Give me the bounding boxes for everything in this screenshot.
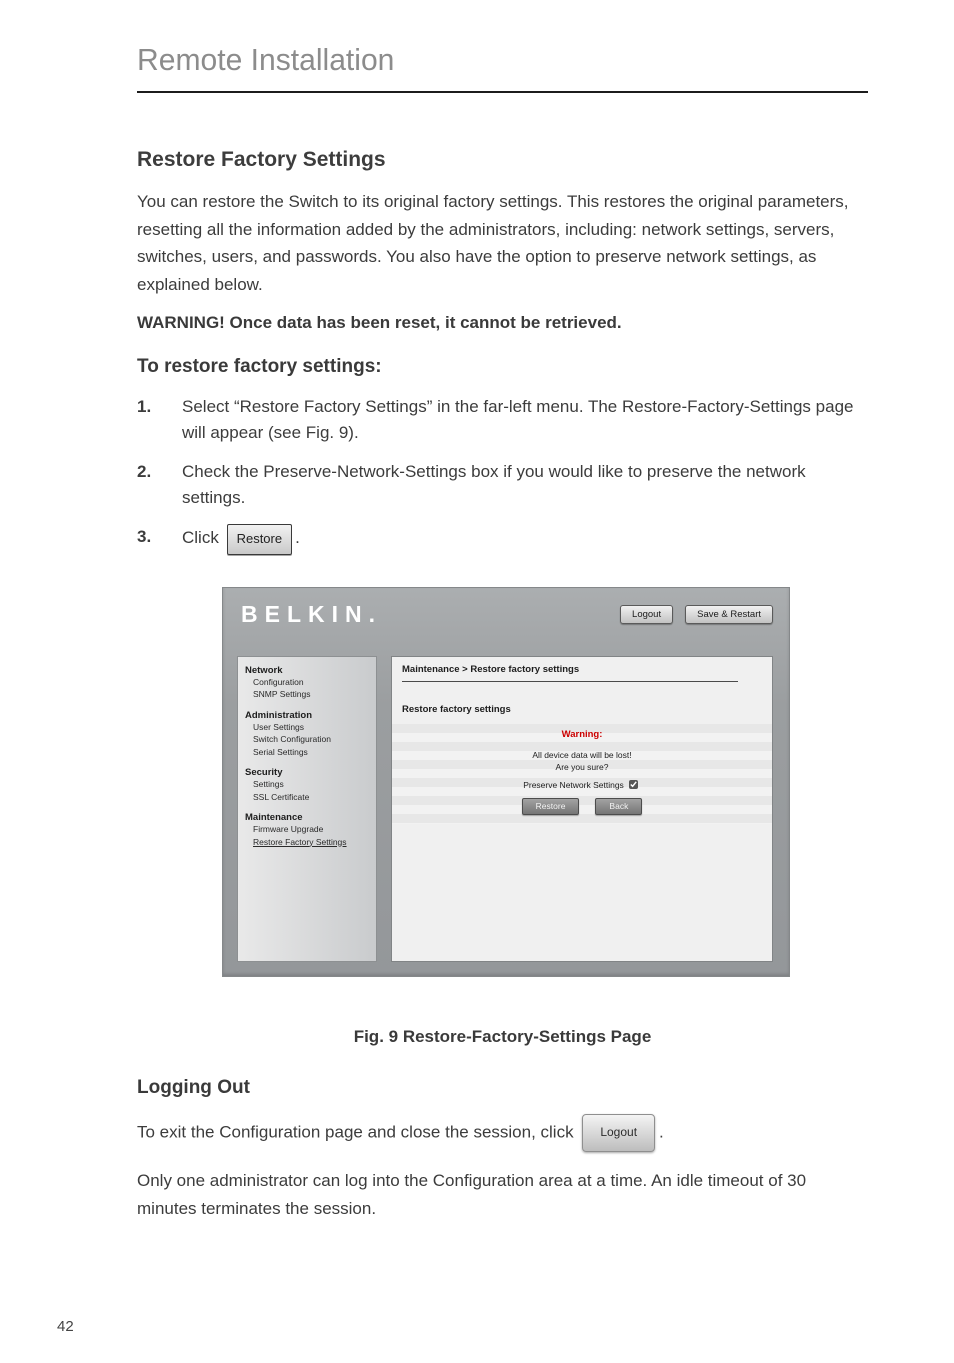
breadcrumb-rule — [402, 681, 738, 682]
page-title: Remote Installation — [137, 42, 395, 77]
session-timeout-paragraph: Only one administrator can log into the Configuration area at a time. An idle timeout of 30 minutes terminates the session. — [137, 1171, 807, 1218]
figure-caption: Fig. 9 Restore-Factory-Settings Page — [353, 1026, 652, 1046]
preserve-network-settings-checkbox[interactable] — [629, 780, 638, 789]
step-3-text-before: Click — [182, 528, 219, 547]
sidebar-section-network: Network — [245, 664, 283, 676]
step-1 — [137, 394, 868, 445]
preserve-network-settings-label: Preserve Network Settings — [523, 779, 624, 790]
belkin-logo — [241, 601, 375, 628]
shot-warning-line2: Are you sure? — [555, 761, 609, 772]
logout-text-after: . — [659, 1122, 664, 1142]
section-title-restore: Restore Factory Settings — [137, 148, 386, 171]
restore-button-illustration[interactable]: Restore — [227, 524, 293, 555]
shot-warning-label: Warning: — [561, 728, 603, 740]
steps-list — [137, 394, 868, 555]
logout-text-before: To exit the Configuration page and close the session, click — [137, 1122, 574, 1142]
breadcrumb: Maintenance > Restore factory settings — [402, 663, 580, 675]
belkin-logo-dot: . — [368, 600, 376, 627]
step-3 — [137, 524, 868, 555]
shot-logout-button[interactable]: Logout — [620, 605, 673, 624]
sidebar-item-serial-settings[interactable]: Serial Settings — [253, 746, 308, 757]
step-2-number: 2. — [137, 462, 152, 481]
sidebar-item-snmp-settings[interactable]: SNMP Settings — [253, 689, 311, 699]
sidebar-section-administration: Administration — [245, 709, 313, 721]
step-3-text — [182, 524, 868, 555]
sidebar-section-security: Security — [245, 767, 283, 778]
figure-screenshot-wrap — [222, 587, 868, 977]
sidebar-item-restore-factory-settings[interactable]: Restore Factory Settings — [253, 836, 347, 847]
panel-buttons-row — [392, 798, 772, 815]
shot-sidebar — [237, 656, 377, 962]
panel-restore-button[interactable]: Restore — [522, 798, 580, 815]
restore-intro-paragraph: You can restore the Switch to its original factory settings. This restores the original parameters, resetting all the information added by the administrators, including: network settings, servers, switches, users, and passwords. You also have the option to preserve network settings, as explained below. — [137, 192, 849, 294]
sidebar-item-firmware-upgrade[interactable]: Firmware Upgrade — [253, 824, 324, 834]
sidebar-item-settings[interactable]: Settings — [253, 779, 284, 789]
sidebar-item-configuration[interactable]: Configuration — [253, 676, 304, 687]
warning-block — [392, 724, 772, 824]
panel-title: Restore factory settings — [402, 703, 511, 715]
shot-warning-line1: All device data will be lost! — [532, 749, 632, 760]
sidebar-item-user-settings[interactable]: User Settings — [253, 721, 305, 732]
step-2-text: Check the Preserve-Network-Settings box if you would like to preserve the network settings. — [182, 462, 806, 507]
title-rule — [137, 91, 868, 93]
step-1-number: 1. — [137, 397, 152, 416]
step-1-text: Select “Restore Factory Settings” in the far-left menu. The Restore-Factory-Settings page will appear (see Fig. 9). — [182, 397, 854, 442]
shot-main-panel — [391, 656, 773, 962]
warning-paragraph: WARNING! Once data has been reset, it cannot be retrieved. — [137, 313, 622, 332]
belkin-config-screenshot — [222, 587, 790, 977]
shot-top-buttons — [620, 605, 773, 624]
steps-heading: To restore factory settings: — [137, 356, 382, 377]
sidebar-section-maintenance: Maintenance — [245, 812, 303, 823]
sidebar-item-switch-configuration[interactable]: Switch Configuration — [253, 734, 331, 744]
logout-paragraph — [137, 1114, 868, 1153]
logging-out-heading: Logging Out — [137, 1076, 250, 1098]
step-3-number: 3. — [137, 527, 152, 546]
belkin-logo-text: BELKIN — [241, 600, 369, 627]
sidebar-item-ssl-certificate[interactable]: SSL Certificate — [253, 791, 310, 802]
step-3-text-after: . — [295, 528, 300, 547]
panel-back-button[interactable]: Back — [595, 798, 642, 815]
shot-save-restart-button[interactable]: Save & Restart — [685, 605, 773, 624]
logout-button-illustration[interactable]: Logout — [582, 1114, 655, 1153]
page-number: 42 — [57, 1318, 74, 1335]
step-2 — [137, 459, 868, 510]
preserve-network-settings-row — [392, 777, 772, 792]
